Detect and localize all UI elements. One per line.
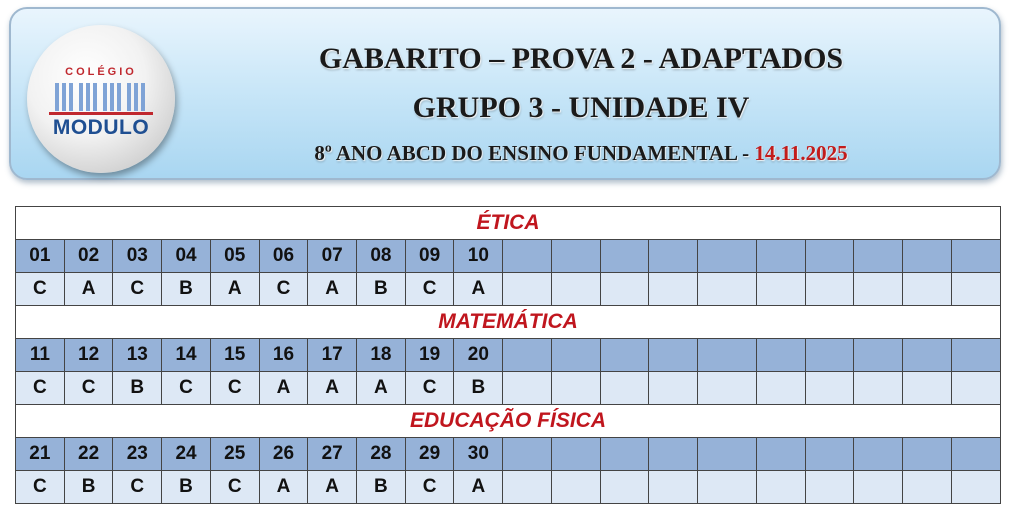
empty-cell — [951, 339, 1000, 372]
empty-cell — [551, 471, 600, 504]
answer-letter: A — [64, 273, 113, 306]
question-number: 16 — [259, 339, 308, 372]
empty-cell — [756, 273, 805, 306]
empty-cell — [600, 339, 649, 372]
answer-row — [16, 372, 1001, 405]
empty-cell — [503, 471, 552, 504]
question-number: 29 — [405, 438, 454, 471]
question-number: 28 — [357, 438, 406, 471]
question-number: 25 — [210, 438, 259, 471]
answer-letter: A — [308, 372, 357, 405]
header-banner — [9, 7, 1001, 180]
empty-cell — [903, 273, 952, 306]
answer-letter: A — [308, 273, 357, 306]
question-number: 15 — [210, 339, 259, 372]
empty-cell — [698, 240, 757, 273]
question-number: 01 — [16, 240, 65, 273]
empty-cell — [903, 372, 952, 405]
question-number-row — [16, 438, 1001, 471]
answer-letter: C — [16, 372, 65, 405]
answer-letter: A — [210, 273, 259, 306]
answer-letter: C — [405, 471, 454, 504]
answer-letter: A — [259, 471, 308, 504]
answer-letter: C — [16, 273, 65, 306]
empty-cell — [854, 438, 903, 471]
answer-letter: C — [259, 273, 308, 306]
answer-letter: B — [357, 273, 406, 306]
question-number: 07 — [308, 240, 357, 273]
empty-cell — [698, 471, 757, 504]
section-title-row — [16, 207, 1001, 240]
title-line-2: GRUPO 3 - UNIDADE IV — [412, 91, 750, 124]
empty-cell — [805, 438, 854, 471]
question-number: 08 — [357, 240, 406, 273]
question-number: 02 — [64, 240, 113, 273]
answer-letter: A — [259, 372, 308, 405]
empty-cell — [503, 372, 552, 405]
section-title: MATEMÁTICA — [16, 306, 1001, 339]
empty-cell — [805, 240, 854, 273]
empty-cell — [903, 471, 952, 504]
answer-letter: C — [113, 471, 162, 504]
empty-cell — [951, 240, 1000, 273]
answer-letter: B — [357, 471, 406, 504]
empty-cell — [503, 240, 552, 273]
empty-cell — [951, 372, 1000, 405]
empty-cell — [698, 372, 757, 405]
empty-cell — [649, 372, 698, 405]
answer-letter: C — [405, 273, 454, 306]
section-title: EDUCAÇÃO FÍSICA — [16, 405, 1001, 438]
empty-cell — [649, 240, 698, 273]
logo-name-text: MODULO — [52, 116, 150, 139]
question-number: 13 — [113, 339, 162, 372]
question-number: 06 — [259, 240, 308, 273]
empty-cell — [503, 339, 552, 372]
empty-cell — [805, 273, 854, 306]
empty-cell — [951, 438, 1000, 471]
school-logo — [27, 25, 175, 173]
title-line-1: GABARITO – PROVA 2 - ADAPTADOS — [318, 42, 844, 75]
answer-letter: C — [210, 471, 259, 504]
answer-letter: A — [357, 372, 406, 405]
question-number: 14 — [162, 339, 211, 372]
empty-cell — [903, 240, 952, 273]
empty-cell — [756, 438, 805, 471]
question-number: 12 — [64, 339, 113, 372]
question-number: 03 — [113, 240, 162, 273]
question-number: 18 — [357, 339, 406, 372]
answer-letter: A — [454, 471, 503, 504]
empty-cell — [600, 471, 649, 504]
section-title-row — [16, 405, 1001, 438]
question-number-row — [16, 339, 1001, 372]
empty-cell — [698, 273, 757, 306]
empty-cell — [805, 372, 854, 405]
question-number: 05 — [210, 240, 259, 273]
empty-cell — [805, 339, 854, 372]
answer-letter: C — [210, 372, 259, 405]
empty-cell — [649, 273, 698, 306]
question-number: 27 — [308, 438, 357, 471]
empty-cell — [600, 372, 649, 405]
title-line-3 — [171, 141, 991, 166]
question-number: 30 — [454, 438, 503, 471]
section-title: ÉTICA — [16, 207, 1001, 240]
empty-cell — [698, 438, 757, 471]
empty-cell — [854, 372, 903, 405]
question-number: 04 — [162, 240, 211, 273]
answer-letter: C — [162, 372, 211, 405]
answer-row — [16, 273, 1001, 306]
question-number-row — [16, 240, 1001, 273]
answer-letter: C — [113, 273, 162, 306]
empty-cell — [503, 438, 552, 471]
empty-cell — [756, 240, 805, 273]
question-number: 26 — [259, 438, 308, 471]
empty-cell — [649, 471, 698, 504]
answer-letter: B — [64, 471, 113, 504]
question-number: 24 — [162, 438, 211, 471]
empty-cell — [854, 471, 903, 504]
logo-top-text: COLÉGIO — [65, 66, 137, 78]
empty-cell — [854, 240, 903, 273]
question-number: 21 — [16, 438, 65, 471]
answer-letter: B — [113, 372, 162, 405]
question-number: 11 — [16, 339, 65, 372]
empty-cell — [756, 339, 805, 372]
answer-key-body — [16, 207, 1001, 504]
empty-cell — [951, 273, 1000, 306]
answer-letter: C — [16, 471, 65, 504]
question-number: 17 — [308, 339, 357, 372]
empty-cell — [551, 438, 600, 471]
empty-cell — [756, 471, 805, 504]
empty-cell — [756, 372, 805, 405]
empty-cell — [551, 273, 600, 306]
question-number: 19 — [405, 339, 454, 372]
answer-letter: C — [64, 372, 113, 405]
answer-letter: B — [162, 471, 211, 504]
empty-cell — [649, 438, 698, 471]
answer-letter: B — [162, 273, 211, 306]
question-number: 20 — [454, 339, 503, 372]
answer-letter: A — [454, 273, 503, 306]
empty-cell — [551, 339, 600, 372]
question-number: 22 — [64, 438, 113, 471]
grade-text: 8º ANO ABCD DO ENSINO FUNDAMENTAL - — [314, 141, 750, 165]
empty-cell — [551, 372, 600, 405]
answer-letter: C — [405, 372, 454, 405]
empty-cell — [600, 240, 649, 273]
question-number: 10 — [454, 240, 503, 273]
exam-date: 14.11.2025 — [754, 141, 848, 165]
empty-cell — [503, 273, 552, 306]
section-title-row — [16, 306, 1001, 339]
logo-red-rule — [49, 112, 153, 115]
answer-letter: A — [308, 471, 357, 504]
empty-cell — [698, 339, 757, 372]
question-number: 23 — [113, 438, 162, 471]
empty-cell — [903, 339, 952, 372]
empty-cell — [951, 471, 1000, 504]
empty-cell — [854, 273, 903, 306]
logo-bars-icon — [55, 81, 147, 111]
empty-cell — [551, 240, 600, 273]
empty-cell — [805, 471, 854, 504]
answer-key-table — [15, 206, 1001, 504]
empty-cell — [649, 339, 698, 372]
empty-cell — [600, 438, 649, 471]
answer-letter: B — [454, 372, 503, 405]
empty-cell — [600, 273, 649, 306]
answer-row — [16, 471, 1001, 504]
empty-cell — [854, 339, 903, 372]
question-number: 09 — [405, 240, 454, 273]
empty-cell — [903, 438, 952, 471]
